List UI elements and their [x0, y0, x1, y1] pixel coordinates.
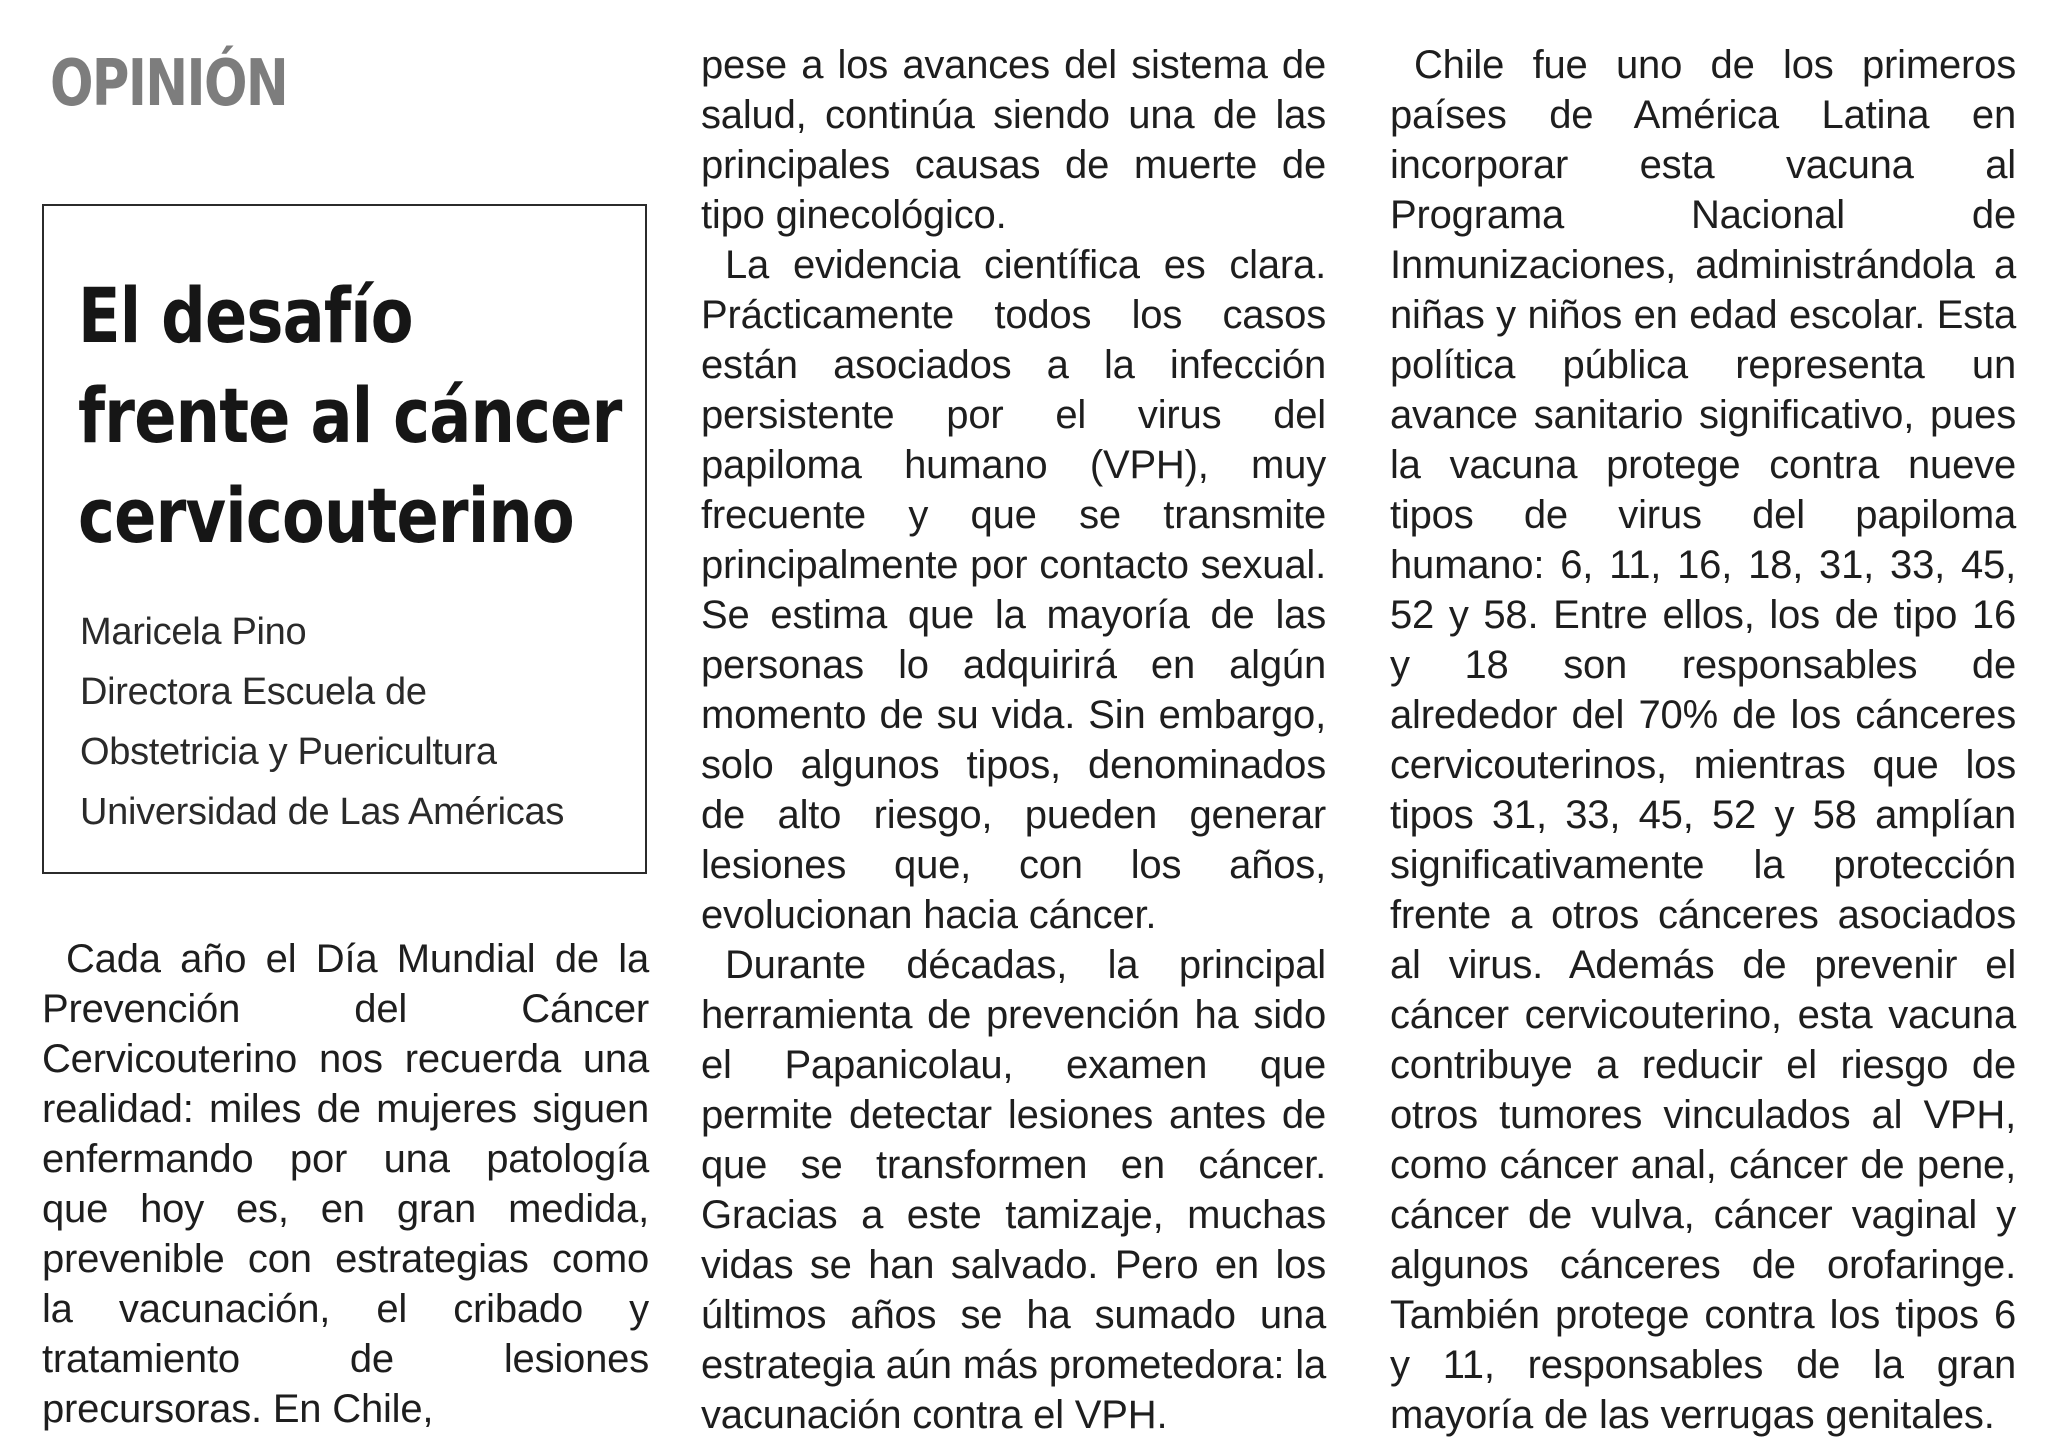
- author-title-line2: Obstetricia y Puericultura: [80, 731, 497, 773]
- article-headline: El desafío frente al cáncer cervicouterino: [78, 271, 622, 560]
- article-column-2: [701, 40, 1326, 1440]
- paragraph-1-continued: pese a los avances del sistema de salud, continúa siendo una de las principales causas de muerte de tipo ginecológico.: [701, 43, 1326, 237]
- paragraph-1: Cada año el Día Mundial de la Prevención del Cáncer Cervicouterino nos recuerda una realidad: miles de mujeres siguen enfermando por una patología que hoy es, en gran medida, prevenible con estrategias como la vacunación, el cribado y tratamiento de lesiones precursoras. En Chile,: [42, 937, 649, 1431]
- author-title-line1: Directora Escuela de: [80, 671, 427, 713]
- paragraph-2: La evidencia científica es clara. Prácticamente todos los casos están asociados a la infección persistente por el virus del papiloma humano (VPH), muy frecuente y que se transmite principalmente por contacto sexual. Se estima que la mayoría de las personas lo adquirirá en algún momento de su vida. Sin embargo, solo algunos tipos, denominados de alto riesgo, pueden generar lesiones que, con los años, evolucionan hacia cáncer.: [701, 243, 1326, 937]
- paragraph-4: Chile fue uno de los primeros países de América Latina en incorporar esta vacuna al Programa Nacional de Inmunizaciones, administrándola a niñas y niños en edad escolar. Esta política pública representa un avance sanitario significativo, pues la vacuna protege contra nueve tipos de virus del papiloma humano: 6, 11, 16, 18, 31, 33, 45, 52 y 58. Entre ellos, los de tipo 16 y 18 son responsables de alrededor del 70% de los cánceres cervicouterinos, mientras que los tipos 31, 33, 45, 52 y 58 amplían significativamente la protección frente a otros cánceres asociados al virus. Además de prevenir el cáncer cervicouterino, esta vacuna contribuye a reducir el riesgo de otros tumores vinculados al VPH, como cáncer anal, cáncer de pene, cáncer de vulva, cáncer vaginal y algunos cánceres de orofaringe. También protege contra los tipos 6 y 11, responsables de la gran mayoría de las verrugas genitales.: [1390, 43, 2016, 1437]
- paragraph-3: Durante décadas, la principal herramienta de prevención ha sido el Papanicolau, examen que permite detectar lesiones antes de que se transformen en cáncer. Gracias a este tamizaje, muchas vidas se han salvado. Pero en los últimos años se ha sumado una estrategia aún más prometedora: la vacunación contra el VPH.: [701, 943, 1326, 1437]
- section-label: OPINIÓN: [50, 47, 288, 121]
- article-column-1: [42, 934, 649, 1434]
- headline-box: [42, 204, 647, 874]
- author-institution: Universidad de Las Américas: [80, 791, 565, 833]
- article-column-3: [1390, 40, 2016, 1440]
- author-name: Maricela Pino: [80, 611, 307, 653]
- byline: [80, 602, 640, 842]
